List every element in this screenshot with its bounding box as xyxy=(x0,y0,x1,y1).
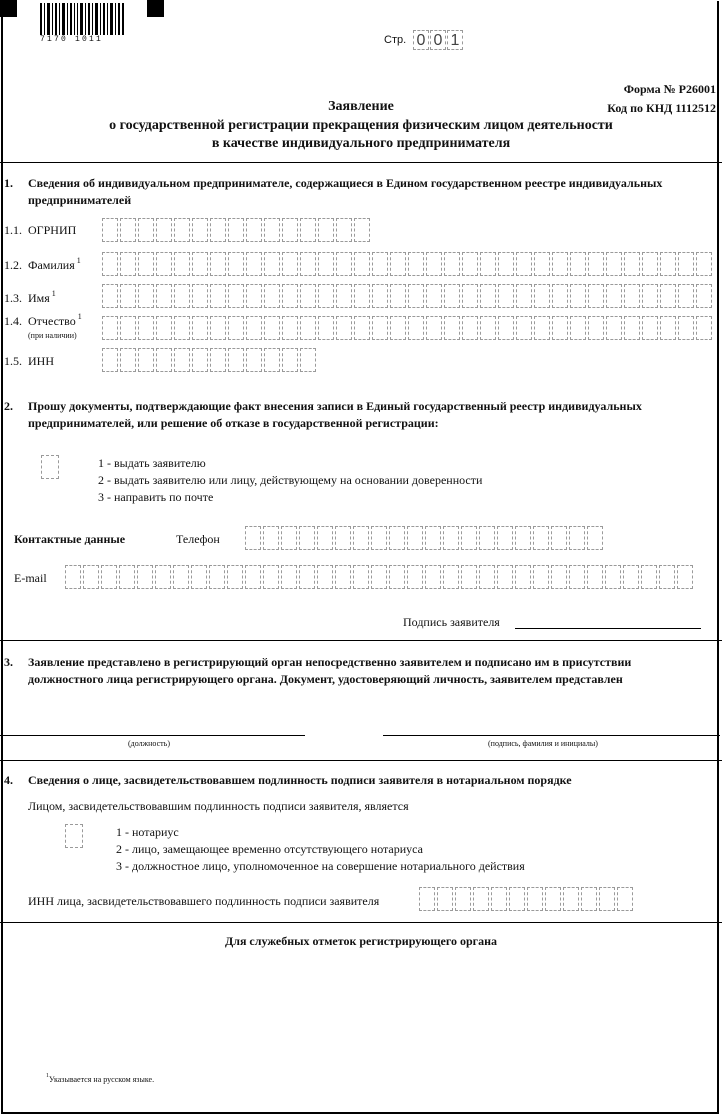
char-cell[interactable] xyxy=(408,316,424,340)
char-cell[interactable] xyxy=(156,316,172,340)
surname-label xyxy=(28,258,81,273)
section2-number: 2. xyxy=(4,399,13,413)
char-cell[interactable] xyxy=(372,252,388,276)
char-cell[interactable] xyxy=(299,526,315,550)
char-cell[interactable] xyxy=(245,565,261,589)
field-number: 1.2. xyxy=(4,258,22,272)
char-cell[interactable] xyxy=(587,565,603,589)
char-cell[interactable] xyxy=(282,218,298,242)
divider xyxy=(0,922,722,923)
char-cell[interactable] xyxy=(228,284,244,308)
char-cell[interactable] xyxy=(624,284,640,308)
char-cell[interactable] xyxy=(137,565,153,589)
char-cell[interactable] xyxy=(228,252,244,276)
char-cell[interactable] xyxy=(444,316,460,340)
char-cell[interactable] xyxy=(83,565,99,589)
char-cell[interactable] xyxy=(678,252,694,276)
contacts-label: Контактные данные xyxy=(14,532,126,546)
char-cell[interactable] xyxy=(588,316,604,340)
char-cell[interactable] xyxy=(606,284,622,308)
title-line-3: в качестве индивидуального предпринимателя xyxy=(211,136,511,151)
section4-intro: Лицом, засвидетельствовавшим подлинность подписи заявителя, является xyxy=(28,799,409,813)
char-cell[interactable] xyxy=(174,284,190,308)
footnote-ref: 1 xyxy=(77,312,82,321)
char-cell[interactable] xyxy=(354,284,370,308)
patronymic-label-text: Отчество xyxy=(28,314,76,328)
section1-heading-line-1: Сведения об индивидуальном предпринимателе, содержащиеся в Едином государственном реестре индивидуальных xyxy=(28,176,663,190)
char-cell[interactable] xyxy=(696,316,712,340)
char-cell[interactable] xyxy=(174,348,190,372)
char-cell[interactable] xyxy=(587,526,603,550)
char-cell[interactable] xyxy=(660,252,676,276)
char-cell[interactable] xyxy=(318,252,334,276)
char-cell[interactable] xyxy=(372,284,388,308)
section2-heading-line-2: предпринимателей, или решение об отказе в государственной регистрации: xyxy=(28,416,439,430)
char-cell[interactable] xyxy=(101,565,117,589)
char-cell[interactable] xyxy=(534,252,550,276)
char-cell[interactable] xyxy=(138,218,154,242)
char-cell[interactable] xyxy=(300,218,316,242)
char-cell[interactable] xyxy=(246,316,262,340)
char-cell[interactable] xyxy=(570,252,586,276)
char-cell[interactable] xyxy=(120,218,136,242)
char-cell[interactable] xyxy=(533,526,549,550)
char-cell[interactable] xyxy=(443,526,459,550)
char-cell[interactable] xyxy=(120,348,136,372)
char-cell[interactable] xyxy=(605,565,621,589)
page-digit: 1 xyxy=(447,30,463,50)
char-cell[interactable] xyxy=(516,316,532,340)
char-cell[interactable] xyxy=(65,565,81,589)
char-cell[interactable] xyxy=(497,526,513,550)
char-cell[interactable] xyxy=(696,284,712,308)
char-cell[interactable] xyxy=(552,252,568,276)
char-cell[interactable] xyxy=(408,284,424,308)
char-cell[interactable] xyxy=(300,252,316,276)
certifier-option: 1 - нотариус xyxy=(116,825,179,839)
char-cell[interactable] xyxy=(426,284,442,308)
ogrnip-label: ОГРНИП xyxy=(28,223,77,237)
footnote xyxy=(44,1075,154,1084)
ogrnip-input[interactable] xyxy=(102,218,372,242)
char-cell[interactable] xyxy=(354,316,370,340)
email-label: E-mail xyxy=(14,571,47,585)
char-cell[interactable] xyxy=(138,348,154,372)
char-cell[interactable] xyxy=(228,316,244,340)
char-cell[interactable] xyxy=(192,348,208,372)
char-cell[interactable] xyxy=(642,284,658,308)
char-cell[interactable] xyxy=(426,252,442,276)
char-cell[interactable] xyxy=(443,565,459,589)
char-cell[interactable] xyxy=(660,316,676,340)
char-cell[interactable] xyxy=(246,218,262,242)
char-cell[interactable] xyxy=(354,218,370,242)
footnote-mark: 1 xyxy=(46,1073,49,1079)
char-cell[interactable] xyxy=(480,252,496,276)
char-cell[interactable] xyxy=(390,252,406,276)
section4-number: 4. xyxy=(4,773,13,787)
char-cell[interactable] xyxy=(174,252,190,276)
char-cell[interactable] xyxy=(156,218,172,242)
char-cell[interactable] xyxy=(581,887,597,911)
char-cell[interactable] xyxy=(138,252,154,276)
section2-heading-line-1: Прошу документы, подтверждающие факт внесения записи в Единый государственный реестр индивидуальных xyxy=(28,399,642,413)
char-cell[interactable] xyxy=(245,526,261,550)
char-cell[interactable] xyxy=(102,252,118,276)
certifier-inn-label: ИНН лица, засвидетельствовавшего подлинность подписи заявителя xyxy=(28,894,380,908)
char-cell[interactable] xyxy=(419,887,435,911)
char-cell[interactable] xyxy=(516,252,532,276)
email-input[interactable] xyxy=(65,565,695,589)
char-cell[interactable] xyxy=(281,526,297,550)
char-cell[interactable] xyxy=(642,316,658,340)
char-cell[interactable] xyxy=(336,284,352,308)
char-cell[interactable] xyxy=(534,284,550,308)
char-cell[interactable] xyxy=(300,284,316,308)
char-cell[interactable] xyxy=(336,218,352,242)
char-cell[interactable] xyxy=(425,565,441,589)
position-caption: (должность) xyxy=(128,739,170,748)
barcode-digits: 7170 1011 xyxy=(40,35,104,44)
delivery-option: 1 - выдать заявителю xyxy=(98,456,206,470)
form-number: Форма № Р26001 xyxy=(623,82,716,96)
char-cell[interactable] xyxy=(210,252,226,276)
char-cell[interactable] xyxy=(191,565,207,589)
footnote-ref: 1 xyxy=(76,256,81,265)
signature-line[interactable] xyxy=(515,628,701,629)
corner-marker-top-left xyxy=(0,0,17,17)
char-cell[interactable] xyxy=(552,284,568,308)
char-cell[interactable] xyxy=(479,526,495,550)
char-cell[interactable] xyxy=(138,284,154,308)
char-cell[interactable] xyxy=(389,565,405,589)
char-cell[interactable] xyxy=(317,565,333,589)
delivery-method-input[interactable] xyxy=(41,455,59,479)
official-signature-line[interactable] xyxy=(383,735,720,736)
char-cell[interactable] xyxy=(263,565,279,589)
char-cell[interactable] xyxy=(473,887,489,911)
char-cell[interactable] xyxy=(534,316,550,340)
char-cell[interactable] xyxy=(299,565,315,589)
char-cell[interactable] xyxy=(138,316,154,340)
char-cell[interactable] xyxy=(677,565,693,589)
certifier-option: 2 - лицо, замещающее временно отсутствующего нотариуса xyxy=(116,842,423,856)
char-cell[interactable] xyxy=(479,565,495,589)
patronymic-label xyxy=(28,314,82,329)
surname-label-text: Фамилия xyxy=(28,258,75,272)
char-cell[interactable] xyxy=(545,887,561,911)
char-cell[interactable] xyxy=(102,218,118,242)
char-cell[interactable] xyxy=(120,316,136,340)
char-cell[interactable] xyxy=(264,218,280,242)
certifier-inn-input[interactable] xyxy=(419,887,635,911)
patronymic-input[interactable] xyxy=(102,316,714,340)
char-cell[interactable] xyxy=(678,284,694,308)
section4-heading: Сведения о лице, засвидетельствовавшем подлинность подписи заявителя в нотариальном порядке xyxy=(28,773,572,787)
char-cell[interactable] xyxy=(444,284,460,308)
char-cell[interactable] xyxy=(552,316,568,340)
char-cell[interactable] xyxy=(491,887,507,911)
char-cell[interactable] xyxy=(462,316,478,340)
char-cell[interactable] xyxy=(210,218,226,242)
divider xyxy=(0,760,722,761)
char-cell[interactable] xyxy=(282,316,298,340)
char-cell[interactable] xyxy=(426,316,442,340)
surname-input[interactable] xyxy=(102,252,714,276)
char-cell[interactable] xyxy=(408,252,424,276)
char-cell[interactable] xyxy=(606,252,622,276)
char-cell[interactable] xyxy=(210,316,226,340)
signature-label: Подпись заявителя xyxy=(403,615,500,629)
char-cell[interactable] xyxy=(210,284,226,308)
section1-number: 1. xyxy=(4,176,13,190)
char-cell[interactable] xyxy=(425,526,441,550)
char-cell[interactable] xyxy=(516,284,532,308)
char-cell[interactable] xyxy=(318,284,334,308)
char-cell[interactable] xyxy=(599,887,615,911)
char-cell[interactable] xyxy=(264,348,280,372)
char-cell[interactable] xyxy=(353,526,369,550)
footnote-text: Указывается на русском языке. xyxy=(49,1075,155,1084)
char-cell[interactable] xyxy=(317,526,333,550)
position-line[interactable] xyxy=(0,735,305,736)
char-cell[interactable] xyxy=(174,218,190,242)
char-cell[interactable] xyxy=(192,252,208,276)
char-cell[interactable] xyxy=(498,316,514,340)
delivery-option: 2 - выдать заявителю или лицу, действующему на основании доверенности xyxy=(98,473,483,487)
char-cell[interactable] xyxy=(509,887,525,911)
char-cell[interactable] xyxy=(407,526,423,550)
knd-code: Код по КНД 1112512 xyxy=(607,101,716,115)
char-cell[interactable] xyxy=(192,316,208,340)
page-digit: 0 xyxy=(413,30,429,50)
section1-heading-line-2: предпринимателей xyxy=(28,193,132,207)
char-cell[interactable] xyxy=(480,284,496,308)
field-number: 1.1. xyxy=(4,223,22,237)
corner-marker-top-right xyxy=(147,0,164,17)
char-cell[interactable] xyxy=(102,284,118,308)
title-line-2: о государственной регистрации прекращения физическим лицом деятельности xyxy=(109,118,613,133)
char-cell[interactable] xyxy=(588,284,604,308)
page-digit: 0 xyxy=(430,30,446,50)
phone-input[interactable] xyxy=(245,526,605,550)
barcode xyxy=(40,3,124,35)
certifier-type-input[interactable] xyxy=(65,824,83,848)
char-cell[interactable] xyxy=(192,218,208,242)
char-cell[interactable] xyxy=(570,316,586,340)
char-cell[interactable] xyxy=(480,316,496,340)
field-number: 1.5. xyxy=(4,354,22,368)
char-cell[interactable] xyxy=(209,565,225,589)
char-cell[interactable] xyxy=(390,284,406,308)
char-cell[interactable] xyxy=(263,526,279,550)
char-cell[interactable] xyxy=(623,565,639,589)
section3-heading-line-2: должностного лица регистрирующего органа. Документ, удостоверяющий личность, заявителем представлен xyxy=(28,672,623,686)
char-cell[interactable] xyxy=(606,316,622,340)
char-cell[interactable] xyxy=(372,316,388,340)
char-cell[interactable] xyxy=(192,284,208,308)
char-cell[interactable] xyxy=(102,316,118,340)
char-cell[interactable] xyxy=(282,348,298,372)
char-cell[interactable] xyxy=(155,565,171,589)
char-cell[interactable] xyxy=(353,565,369,589)
char-cell[interactable] xyxy=(498,252,514,276)
char-cell[interactable] xyxy=(461,565,477,589)
char-cell[interactable] xyxy=(660,284,676,308)
char-cell[interactable] xyxy=(659,565,675,589)
char-cell[interactable] xyxy=(696,252,712,276)
char-cell[interactable] xyxy=(678,316,694,340)
char-cell[interactable] xyxy=(642,252,658,276)
inn-label: ИНН xyxy=(28,354,54,368)
section3-number: 3. xyxy=(4,655,13,669)
name-label-text: Имя xyxy=(28,291,50,305)
char-cell[interactable] xyxy=(335,526,351,550)
char-cell[interactable] xyxy=(437,887,453,911)
char-cell[interactable] xyxy=(102,348,118,372)
char-cell[interactable] xyxy=(318,218,334,242)
char-cell[interactable] xyxy=(120,284,136,308)
char-cell[interactable] xyxy=(246,348,262,372)
char-cell[interactable] xyxy=(515,526,531,550)
char-cell[interactable] xyxy=(264,316,280,340)
char-cell[interactable] xyxy=(371,526,387,550)
char-cell[interactable] xyxy=(173,565,189,589)
char-cell[interactable] xyxy=(569,565,585,589)
page-label: Стр. xyxy=(384,34,407,46)
char-cell[interactable] xyxy=(389,526,405,550)
char-cell[interactable] xyxy=(371,565,387,589)
char-cell[interactable] xyxy=(300,316,316,340)
char-cell[interactable] xyxy=(156,348,172,372)
char-cell[interactable] xyxy=(228,348,244,372)
char-cell[interactable] xyxy=(444,252,460,276)
char-cell[interactable] xyxy=(515,565,531,589)
char-cell[interactable] xyxy=(641,565,657,589)
char-cell[interactable] xyxy=(335,565,351,589)
char-cell[interactable] xyxy=(498,284,514,308)
char-cell[interactable] xyxy=(497,565,513,589)
char-cell[interactable] xyxy=(264,252,280,276)
delivery-option: 3 - направить по почте xyxy=(98,490,214,504)
page-number xyxy=(413,30,464,50)
footnote-ref: 1 xyxy=(51,289,56,298)
char-cell[interactable] xyxy=(318,316,334,340)
char-cell[interactable] xyxy=(336,316,352,340)
char-cell[interactable] xyxy=(210,348,226,372)
char-cell[interactable] xyxy=(264,284,280,308)
char-cell[interactable] xyxy=(336,252,352,276)
phone-label: Телефон xyxy=(176,532,220,546)
name-input[interactable] xyxy=(102,284,714,308)
char-cell[interactable] xyxy=(588,252,604,276)
char-cell[interactable] xyxy=(300,348,316,372)
char-cell[interactable] xyxy=(563,887,579,911)
char-cell[interactable] xyxy=(246,252,262,276)
char-cell[interactable] xyxy=(156,252,172,276)
char-cell[interactable] xyxy=(281,565,297,589)
char-cell[interactable] xyxy=(551,565,567,589)
official-signature-caption: (подпись, фамилия и инициалы) xyxy=(488,739,598,748)
field-number: 1.4. xyxy=(4,314,22,328)
char-cell[interactable] xyxy=(246,284,262,308)
inn-input[interactable] xyxy=(102,348,318,372)
char-cell[interactable] xyxy=(617,887,633,911)
certifier-option: 3 - должностное лицо, уполномоченное на совершение нотариального действия xyxy=(116,859,525,873)
char-cell[interactable] xyxy=(462,252,478,276)
char-cell[interactable] xyxy=(455,887,471,911)
char-cell[interactable] xyxy=(119,565,135,589)
char-cell[interactable] xyxy=(282,252,298,276)
char-cell[interactable] xyxy=(461,526,477,550)
patronymic-note: (при наличии) xyxy=(28,331,77,340)
char-cell[interactable] xyxy=(227,565,243,589)
char-cell[interactable] xyxy=(527,887,543,911)
char-cell[interactable] xyxy=(282,284,298,308)
char-cell[interactable] xyxy=(624,252,640,276)
divider xyxy=(0,640,722,641)
char-cell[interactable] xyxy=(551,526,567,550)
divider xyxy=(0,162,722,163)
char-cell[interactable] xyxy=(462,284,478,308)
char-cell[interactable] xyxy=(156,284,172,308)
char-cell[interactable] xyxy=(390,316,406,340)
char-cell[interactable] xyxy=(407,565,423,589)
char-cell[interactable] xyxy=(120,252,136,276)
char-cell[interactable] xyxy=(533,565,549,589)
char-cell[interactable] xyxy=(569,526,585,550)
section3-heading-line-1: Заявление представлено в регистрирующий орган непосредственно заявителем и подписано им в присутствии xyxy=(28,655,632,669)
char-cell[interactable] xyxy=(624,316,640,340)
char-cell[interactable] xyxy=(570,284,586,308)
title-line-1: Заявление xyxy=(328,99,394,114)
char-cell[interactable] xyxy=(354,252,370,276)
office-heading: Для служебных отметок регистрирующего органа xyxy=(224,934,498,948)
char-cell[interactable] xyxy=(174,316,190,340)
name-label xyxy=(28,291,56,306)
char-cell[interactable] xyxy=(228,218,244,242)
field-number: 1.3. xyxy=(4,291,22,305)
